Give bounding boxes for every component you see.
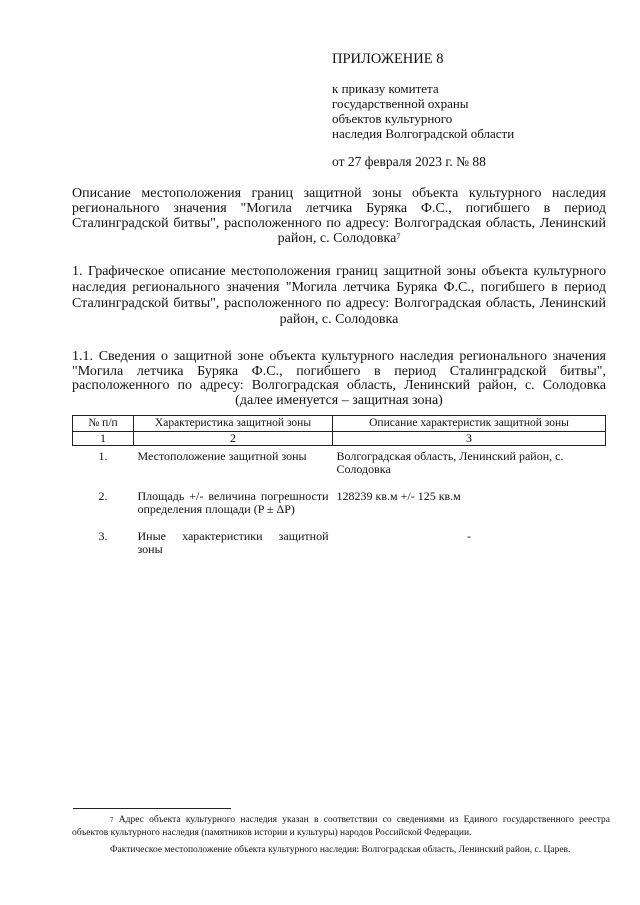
zone-table [72, 415, 606, 566]
table-column-numbers [73, 432, 606, 446]
row-num: 2. [98, 489, 108, 503]
table-row [73, 446, 606, 487]
section-1-1: 1.1. Сведения о защитной зоне объекта культурного наследия регионального значения "Могила летчика Буряка Ф.С., погибшего в период Сталинградской битвы", расположенного по адресу: Волгоградская область, Ленинский район, с. Солодовка (далее именуется – защитная зона) [72, 349, 606, 408]
row-characteristic: Площадь +/- величина погрешности определения площади (P ± ΔP) [137, 489, 329, 516]
order-date: от 27 февраля 2023 г. № 88 [332, 154, 486, 169]
section-1: 1. Графическое описание местоположения границ защитной зоны объекта культурного наследия регионального значения "Могила летчика Буряка Ф.С., погибшего в период Сталинградской битвы", расположенного по адресу: Волгоградская область, Ленинский район, с. Солодовка [72, 264, 606, 327]
col-number-3: 3 [333, 432, 606, 446]
row-description: - [467, 529, 471, 543]
footnote-marker: 7 [110, 816, 114, 824]
appendix-title: ПРИЛОЖЕНИЕ 8 [332, 51, 444, 67]
footnote [72, 814, 610, 857]
row-num: 1. [98, 449, 108, 463]
document-header [332, 52, 612, 169]
footnote-ref: 7 [396, 232, 401, 241]
row-characteristic: Иные характеристики защитной зоны [137, 529, 329, 556]
footnote-text-1: Адрес объекта культурного наследия указан в соответствии со сведениями из Единого государственного реестра объектов культурного наследия (памятников истории и культуры) народов Российской Федерации. [72, 815, 610, 838]
footnote-separator [73, 808, 231, 809]
table-row [73, 526, 606, 566]
order-line-1: к приказу комитета [332, 81, 439, 96]
order-line-3: объектов культурного [332, 111, 453, 126]
heading-text: Описание местоположения границ защитной зоны объекта культурного наследия регионального значения "Могила летчика Буряка Ф.С., погибшего в период Сталинградской битвы", расположенного по адресу: Волгоградская область, Ленинский район, с. Солодовка [72, 186, 606, 246]
header-num: № п/п [73, 416, 134, 432]
header-characteristic: Характеристика защитной зоны [134, 416, 333, 432]
col-number-1: 1 [73, 432, 134, 446]
footnote-paragraph-1 [72, 814, 610, 839]
order-line-4: наследия Волгоградской области [332, 126, 515, 141]
header-description: Описание характеристик защитной зоны [333, 416, 606, 432]
document-heading [72, 186, 606, 246]
footnote-text-2: Фактическое местоположение объекта культурного наследия: Волгоградская область, Ленинский район, с. Царев. [110, 845, 571, 855]
table-row [73, 486, 606, 526]
row-description: Волгоградская область, Ленинский район, с. Солодовка [336, 449, 564, 476]
row-characteristic: Местоположение защитной зоны [137, 449, 307, 463]
row-num: 3. [98, 529, 108, 543]
row-description: 128239 кв.м +/- 125 кв.м [336, 489, 461, 503]
table-header-row [73, 416, 606, 432]
col-number-2: 2 [134, 432, 333, 446]
order-line-2: государственной охраны [332, 96, 469, 111]
